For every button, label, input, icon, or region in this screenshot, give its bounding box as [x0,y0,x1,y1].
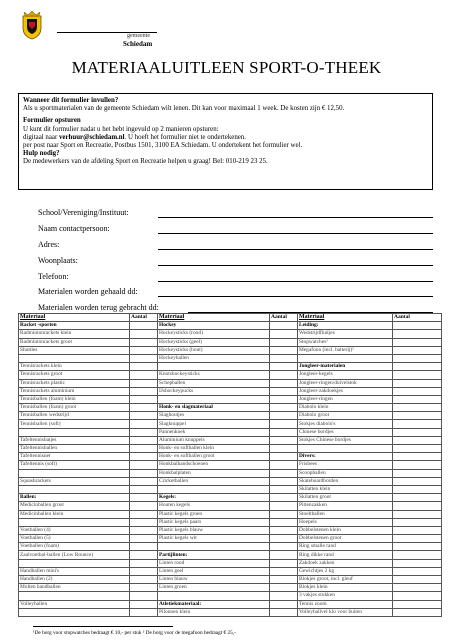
material-name-cell: Jongleer-zakdoekjes [298,387,393,395]
quantity-input-cell[interactable] [270,559,298,567]
field-gebracht-label: Materialen worden terug gebracht dd: [38,303,159,312]
quantity-input-cell[interactable] [270,330,298,338]
material-name-cell: Dobbelstenen klein [298,526,393,534]
col-header-aantal-1: Aantal [130,314,158,322]
quantity-input-cell[interactable] [130,510,158,518]
table-row [19,600,442,608]
quantity-input-cell[interactable] [130,567,158,575]
quantity-input-cell[interactable] [130,363,158,371]
table-row [19,436,442,444]
table-row [19,445,442,453]
quantity-input-cell[interactable] [393,404,442,412]
material-name-cell: Medicinballen klein [19,510,130,518]
quantity-input-cell[interactable] [270,428,298,436]
quantity-input-cell[interactable] [130,453,158,461]
material-name-cell: Badmintonrackets klein [19,330,130,338]
field-telefoon-label: Telefoon: [38,272,69,281]
quantity-input-cell[interactable] [393,395,442,403]
info-question-help: Hulp nodig? [23,150,60,158]
table-row [19,322,442,330]
table-row [19,592,442,600]
field-gehaald-input[interactable] [158,296,433,297]
quantity-input-cell[interactable] [270,363,298,371]
quantity-input-cell[interactable] [393,379,442,387]
quantity-input-cell[interactable] [130,346,158,354]
field-school-label: School/Vereniging/Instituut: [38,208,129,217]
quantity-input-cell[interactable] [393,387,442,395]
field-adres-label: Adres: [38,240,60,249]
field-gehaald-label: Materialen worden gehaald dd: [38,287,138,296]
quantity-input-cell[interactable] [270,461,298,469]
material-name-cell: Voetballen (5) [19,535,130,543]
quantity-input-cell[interactable] [270,412,298,420]
quantity-input-cell[interactable] [270,379,298,387]
material-name-cell: Knotshockeysticks [158,371,270,379]
quantity-input-cell[interactable] [393,330,442,338]
material-name-cell: Hockeyballen [158,354,270,362]
quantity-input-cell[interactable] [130,584,158,592]
material-name-cell: Gewichtjes 2 kg [298,567,393,575]
quantity-input-cell[interactable] [270,322,298,330]
material-name-cell: Molten handballen [19,584,130,592]
material-name-cell: Kegels: [158,494,270,502]
quantity-input-cell[interactable] [270,543,298,551]
material-name-cell: Blokjes klein [298,584,393,592]
table-row [19,584,442,592]
material-name-cell: Plastic kegels paars [158,518,270,526]
material-name-cell: Stopwatches¹ [298,338,393,346]
material-name-cell: Linten groen [158,584,270,592]
table-row [19,485,442,493]
quantity-input-cell[interactable] [130,592,158,600]
quantity-input-cell[interactable] [270,502,298,510]
quantity-input-cell[interactable] [393,445,442,453]
material-name-cell: Tennisrackets groot [19,371,130,379]
material-name-cell: Linten blauw [158,576,270,584]
table-row [19,518,442,526]
quantity-input-cell[interactable] [130,412,158,420]
quantity-input-cell[interactable] [270,404,298,412]
quantity-input-cell[interactable] [270,371,298,379]
material-name-cell: Chinese bordjes [298,428,393,436]
field-contact-label: Naam contactpersoon: [38,224,110,233]
material-name-cell: Zaalvoetbal-ballen (Low Bounce) [19,551,130,559]
quantity-input-cell[interactable] [393,338,442,346]
quantity-input-cell[interactable] [270,510,298,518]
table-row [19,371,442,379]
quantity-input-cell[interactable] [270,436,298,444]
quantity-input-cell[interactable] [130,461,158,469]
material-name-cell: Handballen mini's [19,567,130,575]
quantity-input-cell[interactable] [393,322,442,330]
quantity-input-cell[interactable] [130,502,158,510]
material-name-cell: Scoopballen [298,469,393,477]
material-name-cell [19,354,130,362]
quantity-input-cell[interactable] [393,559,442,567]
material-name-cell: Zakdoek zakken [298,559,393,567]
material-name-cell: Tennis zoom [298,600,393,608]
table-row [19,543,442,551]
quantity-input-cell[interactable] [130,543,158,551]
quantity-input-cell[interactable] [393,502,442,510]
field-adres-input[interactable] [158,249,433,250]
quantity-input-cell[interactable] [130,420,158,428]
material-name-cell: Pittenzakken [298,502,393,510]
quantity-input-cell[interactable] [393,576,442,584]
col-header-materiaal-1: Materiaal [19,314,130,322]
info-answer-send-2 [23,134,428,142]
quantity-input-cell[interactable] [393,477,442,485]
material-name-cell: Dobbelstenen groot [298,535,393,543]
quantity-input-cell[interactable] [270,526,298,534]
field-woonplaats-label: Woonplaats: [38,256,78,265]
material-name-cell: Honkbalplaten [158,469,270,477]
quantity-input-cell[interactable] [130,576,158,584]
table-row [19,412,442,420]
material-name-cell: Tennisballen (foam) klein [19,395,130,403]
material-name-cell: Hoepels [298,518,393,526]
quantity-input-cell[interactable] [270,387,298,395]
col-header-materiaal-2: Materiaal [158,314,270,322]
quantity-input-cell[interactable] [130,485,158,493]
table-header-row [19,314,442,322]
material-name-cell: Stoeltballen [298,510,393,518]
quantity-input-cell[interactable] [270,551,298,559]
table-row [19,559,442,567]
quantity-input-cell[interactable] [393,420,442,428]
material-name-cell: Handballen (2) [19,576,130,584]
material-name-cell [158,363,270,371]
info-answer-help: De medewerkers van de afdeling Sport en Recreatie helpen u graag! Bel: 010-219 23 25. [23,158,268,166]
quantity-input-cell[interactable] [393,600,442,608]
quantity-input-cell[interactable] [270,600,298,608]
quantity-input-cell[interactable] [130,436,158,444]
quantity-input-cell[interactable] [130,535,158,543]
table-row [19,551,442,559]
material-name-cell: Schepballen [158,379,270,387]
material-name-cell: Blokjes groot, incl. gleuf [298,576,393,584]
info-answer-when: Als u sportmaterialen van de gemeente Schiedam wilt lenen. Dit kan voor maximaal 1 week. De kosten zijn € 12,50. [23,105,345,113]
footnote: ¹De borg voor stopwatches bedraagt € 10,- per stuk ² De borg voor de megafoon bedraagt € 25,- [33,630,236,636]
material-name-cell: Skateboardborden [298,477,393,485]
quantity-input-cell[interactable] [270,518,298,526]
quantity-input-cell[interactable] [130,608,158,616]
material-name-cell: Aluminium knuppels [158,436,270,444]
col-header-aantal-2: Aantal [270,314,298,322]
quantity-input-cell[interactable] [130,371,158,379]
quantity-input-cell[interactable] [270,346,298,354]
table-row [19,346,442,354]
quantity-input-cell[interactable] [393,412,442,420]
quantity-input-cell[interactable] [130,428,158,436]
material-name-cell [19,469,130,477]
footnote-divider [33,626,173,627]
table-row [19,404,442,412]
info-box [18,93,433,190]
material-name-cell: Pilonnen klein [158,608,270,616]
material-name-cell: Wedstrijdfluitjes [298,330,393,338]
info-digital-pre: digitaal naar [23,133,59,141]
material-name-cell: Voetballen (foam) [19,543,130,551]
info-answer-send-1: U kunt dit formulier nadat u het hebt ingevuld op 2 manieren opsturen: [23,125,219,133]
material-name-cell: Jongleer-ringen [298,395,393,403]
table-row [19,510,442,518]
quantity-input-cell[interactable] [130,600,158,608]
quantity-input-cell[interactable] [270,576,298,584]
material-name-cell: Volleyballvel klo voor buiten [298,608,393,616]
material-name-cell: Plastic kegels wit [158,535,270,543]
material-name-cell: Squashrackets [19,477,130,485]
material-name-cell: Voetballen (4) [19,526,130,534]
material-name-cell: Racket -sporten [19,322,130,330]
quantity-input-cell[interactable] [393,469,442,477]
material-name-cell: Tafeltennisnet [19,453,130,461]
table-row [19,395,442,403]
material-name-cell: Ring smalle rand [298,543,393,551]
table-row [19,453,442,461]
quantity-input-cell[interactable] [130,354,158,362]
material-name-cell [158,395,270,403]
quantity-input-cell[interactable] [130,551,158,559]
material-name-cell: Diabolo groot [298,412,393,420]
material-name-cell: Tennisrackets klein [19,363,130,371]
quantity-input-cell[interactable] [270,420,298,428]
table-row [19,477,442,485]
quantity-input-cell[interactable] [393,428,442,436]
material-name-cell: 3 vakjes stokken [298,592,393,600]
quantity-input-cell[interactable] [270,567,298,575]
quantity-input-cell[interactable] [393,526,442,534]
material-name-cell: Jongleer-kegels [298,371,393,379]
material-name-cell: Honk- en slagmateriaal [158,404,270,412]
material-name-cell [158,592,270,600]
table-row [19,567,442,575]
quantity-input-cell[interactable] [270,535,298,543]
material-name-cell: IJshockeypucks [158,387,270,395]
material-name-cell: Slaghoutjes [158,412,270,420]
table-row [19,420,442,428]
quantity-input-cell[interactable] [130,395,158,403]
material-name-cell [298,354,393,362]
material-name-cell [298,445,393,453]
material-name-cell [19,518,130,526]
material-name-cell: Houten kegels [158,502,270,510]
material-name-cell: Skilatten klein [298,485,393,493]
org-name-line2: Schiedam [123,40,153,48]
material-name-cell: Honkbalhandschoenen [158,461,270,469]
quantity-input-cell[interactable] [393,461,442,469]
material-name-cell: Volleyballen [19,600,130,608]
material-name-cell: Plastic kegels groen [158,510,270,518]
material-name-cell: Honk- en softballen groot [158,453,270,461]
material-name-cell: Partijlinten: [158,551,270,559]
quantity-input-cell[interactable] [270,485,298,493]
quantity-input-cell[interactable] [270,445,298,453]
quantity-input-cell[interactable] [130,338,158,346]
email-link[interactable]: verhuur@schiedam.nl [58,133,125,141]
material-name-cell: Jongleer-materialen [298,363,393,371]
quantity-input-cell[interactable] [130,559,158,567]
quantity-input-cell[interactable] [130,330,158,338]
quantity-input-cell[interactable] [393,584,442,592]
material-name-cell: Shuttles [19,346,130,354]
info-digital-post: . U hoeft het formulier niet te ondertekenen. [124,133,247,141]
material-name-cell: Cricketballen [158,477,270,485]
table-row [19,338,442,346]
quantity-input-cell[interactable] [270,494,298,502]
material-name-cell: Skilatten groot [298,494,393,502]
material-name-cell: Tafeltennisbatjes [19,436,130,444]
material-name-cell: Megafoon (incl. batterij)² [298,346,393,354]
quantity-input-cell[interactable] [393,518,442,526]
material-name-cell: Jongleer-ringen/duivelstok [298,379,393,387]
field-telefoon-input[interactable] [158,281,433,282]
quantity-input-cell[interactable] [270,354,298,362]
material-name-cell: Divers: [298,453,393,461]
quantity-input-cell[interactable] [130,379,158,387]
material-name-cell [19,559,130,567]
table-row [19,608,442,616]
material-name-cell: Plastic kegels blauw [158,526,270,534]
quantity-input-cell[interactable] [393,453,442,461]
org-name-line1: gemeente [127,33,150,39]
quantity-input-cell[interactable] [393,543,442,551]
info-question-send: Formulier opsturen [23,117,81,125]
quantity-input-cell[interactable] [270,608,298,616]
material-name-cell: Tafeltennis (soft) [19,461,130,469]
table-row [19,379,442,387]
material-name-cell [158,543,270,551]
quantity-input-cell[interactable] [393,592,442,600]
material-name-cell: Tennisrackets plastic [19,379,130,387]
material-name-cell: Hockey [158,322,270,330]
quantity-input-cell[interactable] [270,592,298,600]
quantity-input-cell[interactable] [393,567,442,575]
table-row [19,330,442,338]
material-name-cell: Atletiekmateriaal: [158,600,270,608]
col-header-aantal-3: Aantal [393,314,442,322]
field-woonplaats-input[interactable] [158,265,433,266]
material-name-cell: Leiding: [298,322,393,330]
material-name-cell: Ballen: [19,494,130,502]
table-row [19,428,442,436]
quantity-input-cell[interactable] [270,469,298,477]
material-name-cell: Linten geel [158,567,270,575]
material-name-cell [19,428,130,436]
info-question-when: Wanneer dit formulier invullen? [23,97,119,104]
quantity-input-cell[interactable] [393,363,442,371]
table-row [19,354,442,362]
material-name-cell: Tennisballen (foam) groot [19,404,130,412]
quantity-input-cell[interactable] [393,608,442,616]
schiedam-coat-of-arms-logo [20,10,44,40]
page-title: MATERIAALUITLEEN SPORT-O-THEEK [71,58,382,77]
materials-table [18,313,442,617]
material-name-cell: Tennisballen wedstrijd [19,412,130,420]
quantity-input-cell[interactable] [130,322,158,330]
material-name-cell: Stokjes diabolo's [298,420,393,428]
material-name-cell: Linten rood [158,559,270,567]
material-name-cell: Frisbees [298,461,393,469]
material-name-cell: Ring dikke rand [298,551,393,559]
material-name-cell [19,608,130,616]
quantity-input-cell[interactable] [393,371,442,379]
quantity-input-cell[interactable] [130,404,158,412]
material-name-cell [158,485,270,493]
quantity-input-cell[interactable] [270,453,298,461]
table-row [19,469,442,477]
material-name-cell: Diabolo klein [298,404,393,412]
table-row [19,387,442,395]
material-name-cell: Badmintonrackets groot [19,338,130,346]
material-name-cell: Tennisballen (soft) [19,420,130,428]
material-name-cell: Stokjes Chinese bordjes [298,436,393,444]
quantity-input-cell[interactable] [393,510,442,518]
material-name-cell [19,485,130,493]
quantity-input-cell[interactable] [270,584,298,592]
quantity-input-cell[interactable] [393,494,442,502]
material-name-cell: Honk- en softballen klein [158,445,270,453]
table-row [19,461,442,469]
material-name-cell: Medicinballen groot [19,502,130,510]
quantity-input-cell[interactable] [393,346,442,354]
table-row [19,526,442,534]
table-row [19,535,442,543]
material-name-cell: Hockeysticks (hout) [158,346,270,354]
quantity-input-cell[interactable] [393,535,442,543]
quantity-input-cell[interactable] [130,445,158,453]
material-name-cell: Tennisrackets aluminium [19,387,130,395]
material-name-cell: Slagknuppel [158,420,270,428]
field-contact-input[interactable] [158,233,433,234]
material-name-cell: Pannenkoek [158,428,270,436]
material-name-cell: Tafeltennisballen [19,445,130,453]
table-row [19,576,442,584]
quantity-input-cell[interactable] [130,387,158,395]
quantity-input-cell[interactable] [270,338,298,346]
quantity-input-cell[interactable] [130,518,158,526]
quantity-input-cell[interactable] [130,477,158,485]
quantity-input-cell[interactable] [130,469,158,477]
field-school-input[interactable] [158,217,433,218]
quantity-input-cell[interactable] [393,436,442,444]
info-answer-send-3: per post naar Sport en Recreatie, Postbus 1501, 3100 EA Schiedam. U ondertekent het formulier wel. [23,142,303,150]
quantity-input-cell[interactable] [130,526,158,534]
quantity-input-cell[interactable] [393,485,442,493]
quantity-input-cell[interactable] [393,354,442,362]
table-row [19,502,442,510]
quantity-input-cell[interactable] [270,477,298,485]
table-row [19,363,442,371]
table-row [19,494,442,502]
quantity-input-cell[interactable] [130,494,158,502]
quantity-input-cell[interactable] [270,395,298,403]
col-header-materiaal-3: Materiaal [298,314,393,322]
material-name-cell [19,592,130,600]
quantity-input-cell[interactable] [393,551,442,559]
material-name-cell: Hockeysticks (rood) [158,330,270,338]
material-name-cell: Hockeysticks (geel) [158,338,270,346]
